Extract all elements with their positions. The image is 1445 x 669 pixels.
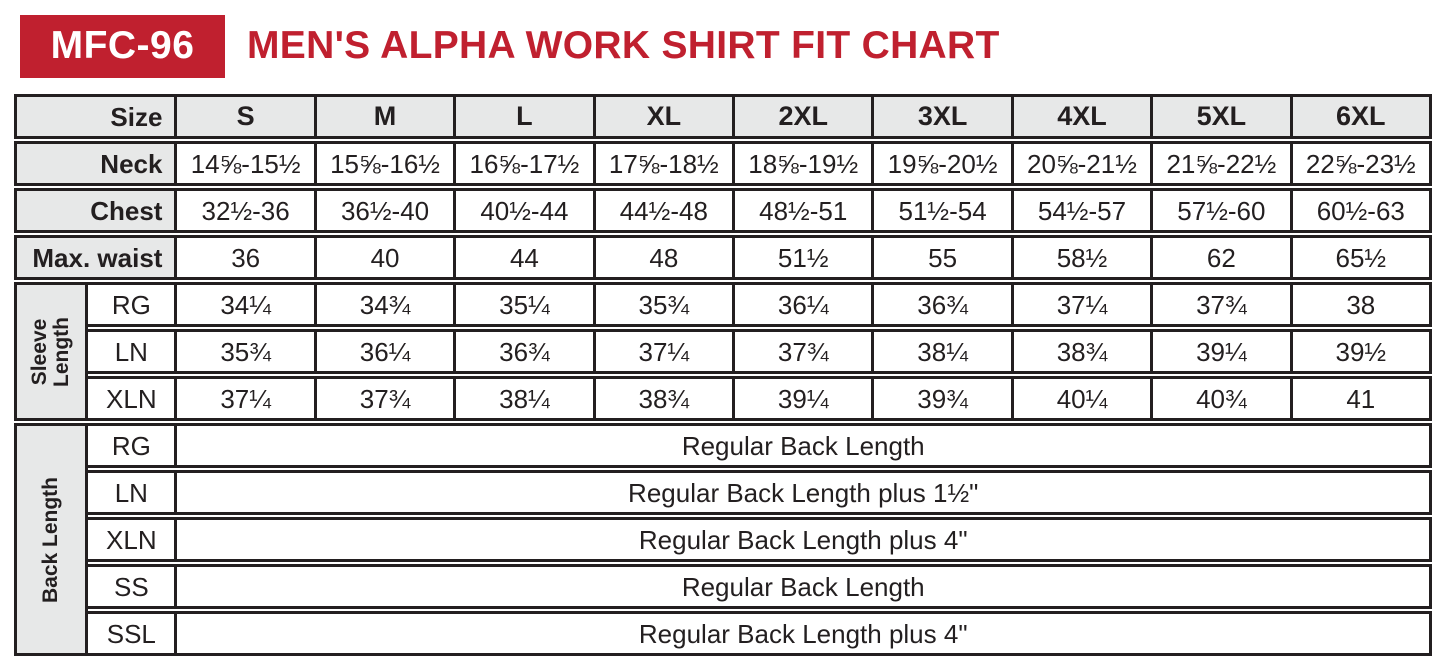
sleeve-ln-value-cell: 36¼: [317, 329, 456, 374]
sleeve-xln-value-cell: 37¾: [317, 376, 456, 421]
chest-value-cell: 51½-54: [874, 188, 1013, 233]
sleeve-rg-value-cell: 36¼: [735, 282, 874, 327]
max-waist-value-cell: 62: [1153, 235, 1292, 280]
sleeve-rg-value-cell: 35¾: [596, 282, 735, 327]
sleeve-ln-value-cell: 36¾: [456, 329, 595, 374]
sleeve-ln-row: [14, 329, 1432, 374]
sleeve-rg-value-cell: 35¼: [456, 282, 595, 327]
sleeve-ln-value-cell: 35¾: [177, 329, 316, 374]
max-waist-value-cell: 65½: [1293, 235, 1432, 280]
size-col-header-5xl: 5XL: [1153, 94, 1292, 139]
chest-value-cell: 36½-40: [317, 188, 456, 233]
neck-value-cell: 14⅝-15½: [177, 141, 316, 186]
neck-value-cell: 18⅝-19½: [735, 141, 874, 186]
chest-value-cell: 40½-44: [456, 188, 595, 233]
back-ss-value-cell: Regular Back Length: [177, 564, 1432, 609]
neck-row: [14, 141, 1432, 186]
product-code-badge: MFC-96: [20, 15, 225, 78]
back-xln-row: [14, 517, 1432, 562]
chest-value-cell: 48½-51: [735, 188, 874, 233]
neck-row-label: Neck: [14, 141, 177, 186]
back-length-rotated-text: Back Length: [39, 476, 63, 603]
size-col-header-s: S: [177, 94, 316, 139]
sleeve-rg-value-cell: 34¼: [177, 282, 316, 327]
max-waist-value-cell: 48: [596, 235, 735, 280]
neck-value-cell: 21⅝-22½: [1153, 141, 1292, 186]
max-waist-value-cell: 58½: [1014, 235, 1153, 280]
sleeve-xln-value-cell: 38¼: [456, 376, 595, 421]
sleeve-xln-value-cell: 40¾: [1153, 376, 1292, 421]
back-xln-value-cell: Regular Back Length plus 4": [177, 517, 1432, 562]
max-waist-row: [14, 235, 1432, 280]
back-ln-row: [14, 470, 1432, 515]
back-length-group-label: [14, 423, 88, 656]
max-waist-value-cell: 40: [317, 235, 456, 280]
sleeve-xln-value-cell: 39¼: [735, 376, 874, 421]
chest-value-cell: 32½-36: [177, 188, 316, 233]
sleeve-rg-value-cell: 34¾: [317, 282, 456, 327]
back-rg-label: RG: [88, 423, 177, 468]
size-col-header-xl: XL: [596, 94, 735, 139]
sleeve-xln-value-cell: 37¼: [177, 376, 316, 421]
size-col-header-4xl: 4XL: [1014, 94, 1153, 139]
sleeve-rg-value-cell: 36¾: [874, 282, 1013, 327]
neck-value-cell: 22⅝-23½: [1293, 141, 1432, 186]
size-col-header-3xl: 3XL: [874, 94, 1013, 139]
chest-row: [14, 188, 1432, 233]
sleeve-xln-value-cell: 40¼: [1014, 376, 1153, 421]
sleeve-xln-row: [14, 376, 1432, 421]
max-waist-value-cell: 44: [456, 235, 595, 280]
back-ln-value-cell: Regular Back Length plus 1½": [177, 470, 1432, 515]
back-ss-row: [14, 564, 1432, 609]
sleeve-ln-value-cell: 39½: [1293, 329, 1432, 374]
size-col-header-l: L: [456, 94, 595, 139]
chest-value-cell: 60½-63: [1293, 188, 1432, 233]
sleeve-rg-row: [14, 282, 1432, 327]
back-rg-row: [14, 423, 1432, 468]
sleeve-ln-value-cell: 38¾: [1014, 329, 1153, 374]
neck-value-cell: 15⅝-16½: [317, 141, 456, 186]
neck-value-cell: 17⅝-18½: [596, 141, 735, 186]
sleeve-ln-value-cell: 37¾: [735, 329, 874, 374]
fit-chart-table: [14, 92, 1432, 658]
sleeve-length-group-label: [14, 282, 88, 421]
chest-value-cell: 54½-57: [1014, 188, 1153, 233]
size-col-header-2xl: 2XL: [735, 94, 874, 139]
sleeve-length-rotated-text: Sleeve Length: [28, 316, 74, 387]
back-ssl-value-cell: Regular Back Length plus 4": [177, 611, 1432, 656]
chest-row-label: Chest: [14, 188, 177, 233]
back-ss-label: SS: [88, 564, 177, 609]
neck-value-cell: 16⅝-17½: [456, 141, 595, 186]
sleeve-ln-value-cell: 39¼: [1153, 329, 1292, 374]
sleeve-xln-label: XLN: [88, 376, 177, 421]
chest-value-cell: 57½-60: [1153, 188, 1292, 233]
chest-value-cell: 44½-48: [596, 188, 735, 233]
sleeve-rg-value-cell: 37¼: [1014, 282, 1153, 327]
sleeve-rg-value-cell: 37¾: [1153, 282, 1292, 327]
size-col-header-m: M: [317, 94, 456, 139]
size-header-row: [14, 94, 1432, 139]
page-title: MEN'S ALPHA WORK SHIRT FIT CHART: [247, 24, 1000, 67]
sleeve-rg-label: RG: [88, 282, 177, 327]
sleeve-rg-value-cell: 38: [1293, 282, 1432, 327]
back-xln-label: XLN: [88, 517, 177, 562]
size-row-label: Size: [14, 94, 177, 139]
back-ssl-label: SSL: [88, 611, 177, 656]
neck-value-cell: 20⅝-21½: [1014, 141, 1153, 186]
sleeve-ln-value-cell: 38¼: [874, 329, 1013, 374]
back-ln-label: LN: [88, 470, 177, 515]
neck-value-cell: 19⅝-20½: [874, 141, 1013, 186]
sleeve-ln-label: LN: [88, 329, 177, 374]
back-rg-value-cell: Regular Back Length: [177, 423, 1432, 468]
max-waist-value-cell: 36: [177, 235, 316, 280]
sleeve-xln-value-cell: 41: [1293, 376, 1432, 421]
back-ssl-row: [14, 611, 1432, 656]
sleeve-xln-value-cell: 38¾: [596, 376, 735, 421]
max-waist-value-cell: 55: [874, 235, 1013, 280]
size-col-header-6xl: 6XL: [1293, 94, 1432, 139]
masthead: [0, 0, 1445, 92]
sleeve-xln-value-cell: 39¾: [874, 376, 1013, 421]
sleeve-ln-value-cell: 37¼: [596, 329, 735, 374]
max-waist-row-label: Max. waist: [14, 235, 177, 280]
max-waist-value-cell: 51½: [735, 235, 874, 280]
